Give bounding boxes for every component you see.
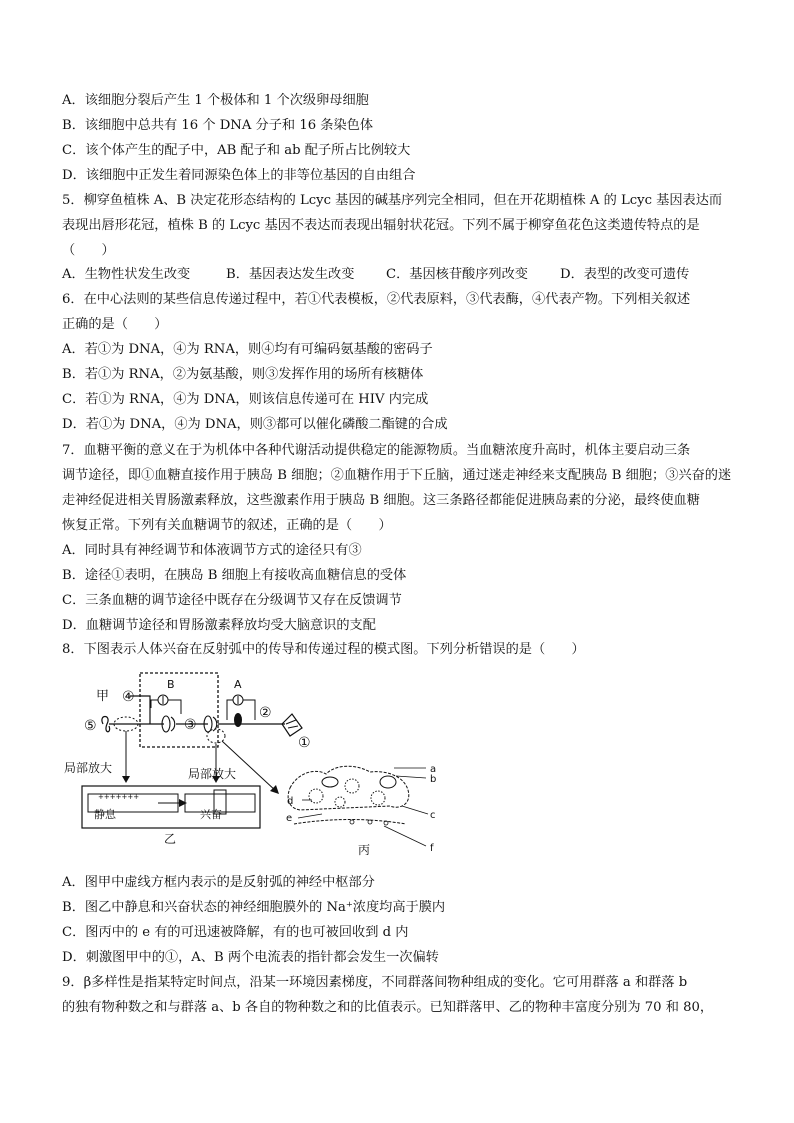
q4-option-a: A．该细胞分裂后产生 1 个极体和 1 个次级卵母细胞 [62, 93, 369, 108]
q4-option-d: D．该细胞中正发生着同源染色体上的非等位基因的自由组合 [62, 168, 416, 183]
q6-option-a: A．若①为 DNA，④为 RNA，则④均有可编码氨基酸的密码子 [62, 342, 433, 357]
q8-option-b: B．图乙中静息和兴奋状态的神经细胞膜外的 Na⁺浓度均高于膜内 [62, 900, 446, 915]
q5-option-a: A．生物性状发生改变 [62, 267, 191, 282]
q9-stem-line1: 9．β多样性是指某特定时间点，沿某一环境因素梯度，不同群落间物种组成的变化。它可用群落 a 和群落 b [62, 975, 688, 990]
fig-num-4: ④ [122, 689, 135, 705]
q7-option-a: A．同时具有神经调节和体液调节方式的途径只有③ [62, 543, 362, 558]
q7-stem-line2: 调节途径，即①血糖直接作用于胰岛 B 细胞；②血糖作用于下丘脑，通过迷走神经来支配胰岛 B 细胞；③兴奋的迷 [62, 468, 732, 483]
fig-receptor [282, 714, 302, 736]
q5-option-b: B．基因表达发生改变 [226, 267, 355, 282]
q6-stem-line1: 6．在中心法则的某些信息传递过程中，若①代表模板，②代表原料，③代表酶，④代表产物。下列相关叙述 [62, 292, 691, 307]
fig-yi-jingxi: 静息 [94, 808, 116, 821]
q6-option-d: D．若①为 DNA，④为 DNA，则③都可以催化磷酸二酯键的合成 [62, 417, 448, 432]
q9-stem-line2: 的独有物种数之和与群落 a、b 各自的物种数之和的比值表示。已知群落甲、乙的物种丰富度分别为 70 和 80， [62, 1000, 714, 1015]
q8-option-c: C．图丙中的 e 有的可迅速被降解，有的也可被回收到 d 内 [62, 925, 409, 940]
q6-option-c: C．若①为 RNA，④为 DNA，则该信息传递可在 HIV 内完成 [62, 392, 429, 407]
fig-center-dashed-box [140, 673, 218, 747]
fig-num-1: ① [298, 735, 311, 751]
fig-ganglion [234, 713, 242, 727]
q4-option-c: C．该个体产生的配子中，AB 配子和 ab 配子所占比例较大 [62, 143, 411, 158]
q8-option-d: D．刺激图甲中的①，A、B 两个电流表的指针都会发生一次偏转 [62, 950, 439, 965]
fig-label-c: c [430, 810, 436, 821]
q6-option-b: B．若①为 RNA，②为氨基酸，则③发挥作用的场所有核糖体 [62, 367, 424, 382]
q4-option-b: B．该细胞中总共有 16 个 DNA 分子和 16 条染色体 [62, 118, 374, 133]
fig-num-5: ⑤ [84, 718, 97, 734]
fig-yi-xingfen: 兴奋 [200, 808, 222, 821]
fig-meter-a-label: A [234, 678, 242, 691]
reflex-arc-figure [60, 668, 440, 862]
fig-zoom-left: 局部放大 [64, 761, 113, 775]
q7-stem-line4: 恢复正常。下列有关血糖调节的叙述，正确的是（ ） [62, 518, 392, 533]
q7-stem-line1: 7．血糖平衡的意义在于为机体中各种代谢活动提供稳定的能源物质。当血糖浓度升高时，机体主要启动三条 [62, 443, 691, 458]
q7-option-b: B．途径①表明，在胰岛 B 细胞上有接收高血糖信息的受体 [62, 568, 407, 583]
q7-stem-line3: 走神经促进相关胃肠激素释放，这些激素作用于胰岛 B 细胞。这三条路径都能促进胰岛素的分泌，最终使血糖 [62, 493, 700, 508]
fig-meter-b-label: B [167, 678, 175, 691]
fig-label-yi: 乙 [164, 832, 177, 846]
q8-option-a: A．图甲中虚线方框内表示的是反射弧的神经中枢部分 [62, 875, 375, 890]
fig-num-3: ③ [184, 717, 197, 733]
fig-label-d: d [287, 796, 294, 807]
fig-label-b: b [430, 774, 437, 785]
fig-label-jia: 甲 [96, 689, 110, 704]
fig-effector-5 [102, 717, 110, 732]
q7-option-d: D．血糖调节途径和胃肠激素释放均受大脑意识的支配 [62, 618, 376, 633]
fig-label-a: a [430, 764, 437, 775]
q5-option-d: D．表型的改变可遗传 [560, 267, 690, 282]
fig-label-bing: 丙 [358, 843, 371, 857]
fig-label-f: f [430, 843, 434, 854]
q5-stem-line1: 5．柳穿鱼植株 A、B 决定花形态结构的 Lcyc 基因的碱基序列完全相同，但在开花期植株 A 的 Lcyc 基因表达而 [62, 193, 723, 208]
q8-stem: 8．下图表示人体兴奋在反射弧中的传导和传递过程的模式图。下列分析错误的是（ ） [62, 642, 585, 657]
fig-num-2: ② [259, 705, 272, 721]
q5-option-c: C．基因核苷酸序列改变 [386, 267, 528, 282]
fig-zoom-mid: 局部放大 [188, 767, 237, 781]
q5-stem-line2: 表现出唇形花冠，植株 B 的 Lcyc 基因不表达而表现出辐射状花冠。下列不属于柳穿鱼花色这类遗传特点的是 [62, 218, 700, 233]
q6-stem-line2: 正确的是（ ） [62, 317, 168, 332]
q7-option-c: C．三条血糖的调节途径中既存在分级调节又存在反馈调节 [62, 593, 402, 608]
fig-yi-plus: +++++++ [98, 793, 140, 801]
fig-label-e: e [286, 813, 293, 824]
q5-stem-line3: （ ） [62, 243, 115, 258]
